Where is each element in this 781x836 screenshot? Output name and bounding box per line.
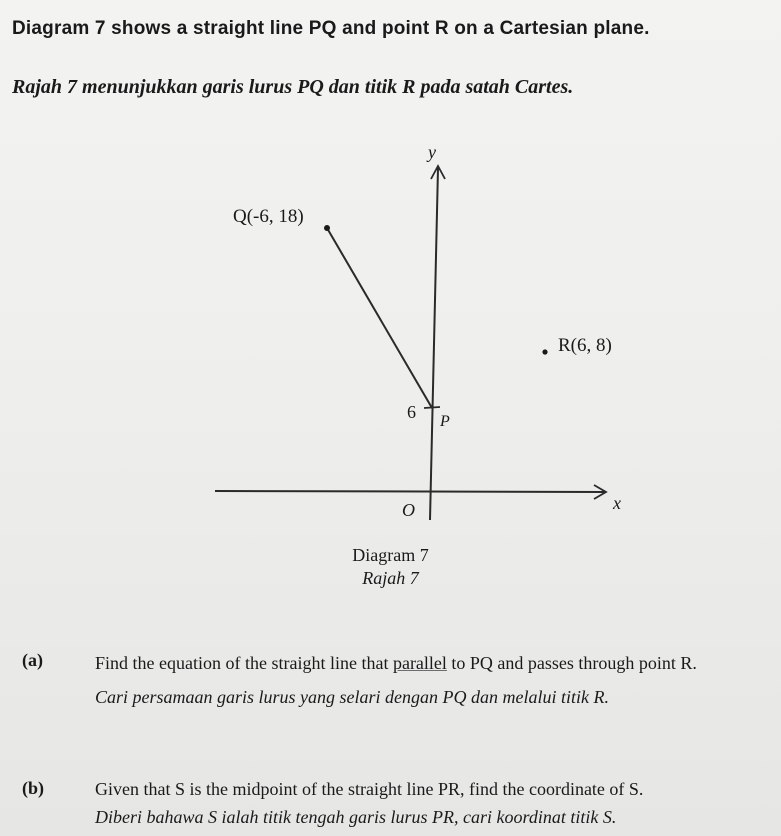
question-a-underlined-word: parallel (392, 653, 447, 673)
question-b-malay: Diberi bahawa S ialah titik tengah garis lurus PR, cari koordinat titik S. (95, 807, 617, 827)
question-b (95, 773, 755, 829)
tick-6-label: 6 (407, 402, 416, 422)
question-a (95, 647, 755, 713)
intro-english: Diagram 7 shows a straight line PQ and point R on a Cartesian plane. (12, 18, 650, 39)
line-pq (327, 228, 432, 408)
point-r-label: R(6, 8) (558, 335, 612, 356)
diagram-caption-malay: Rajah 7 (362, 568, 419, 588)
point-r (542, 349, 547, 354)
y-axis (430, 168, 438, 520)
intro-malay: Rajah 7 menunjukkan garis lurus PQ dan titik R pada satah Cartes. (12, 76, 574, 98)
x-axis (215, 491, 605, 492)
point-q (324, 225, 330, 231)
question-a-malay: Cari persamaan garis lurus yang selari dengan PQ dan melalui titik R. (95, 687, 609, 707)
question-a-label: (a) (22, 650, 43, 670)
diagram-caption-english: Diagram 7 (352, 545, 429, 565)
point-p-label: P (440, 413, 450, 430)
x-axis-label: x (613, 493, 621, 513)
question-b-label: (b) (22, 778, 44, 798)
question-a-english-part2: to PQ and passes through point R. (446, 653, 697, 673)
tick-6 (424, 407, 440, 408)
y-axis-label: y (428, 142, 436, 162)
question-a-english-part1: Find the equation of the straight line that (95, 653, 393, 673)
point-q-label: Q(-6, 18) (233, 206, 304, 227)
origin-label: O (402, 500, 415, 520)
question-b-english: Given that S is the midpoint of the straight line PR, find the coordinate of S. (95, 779, 644, 799)
